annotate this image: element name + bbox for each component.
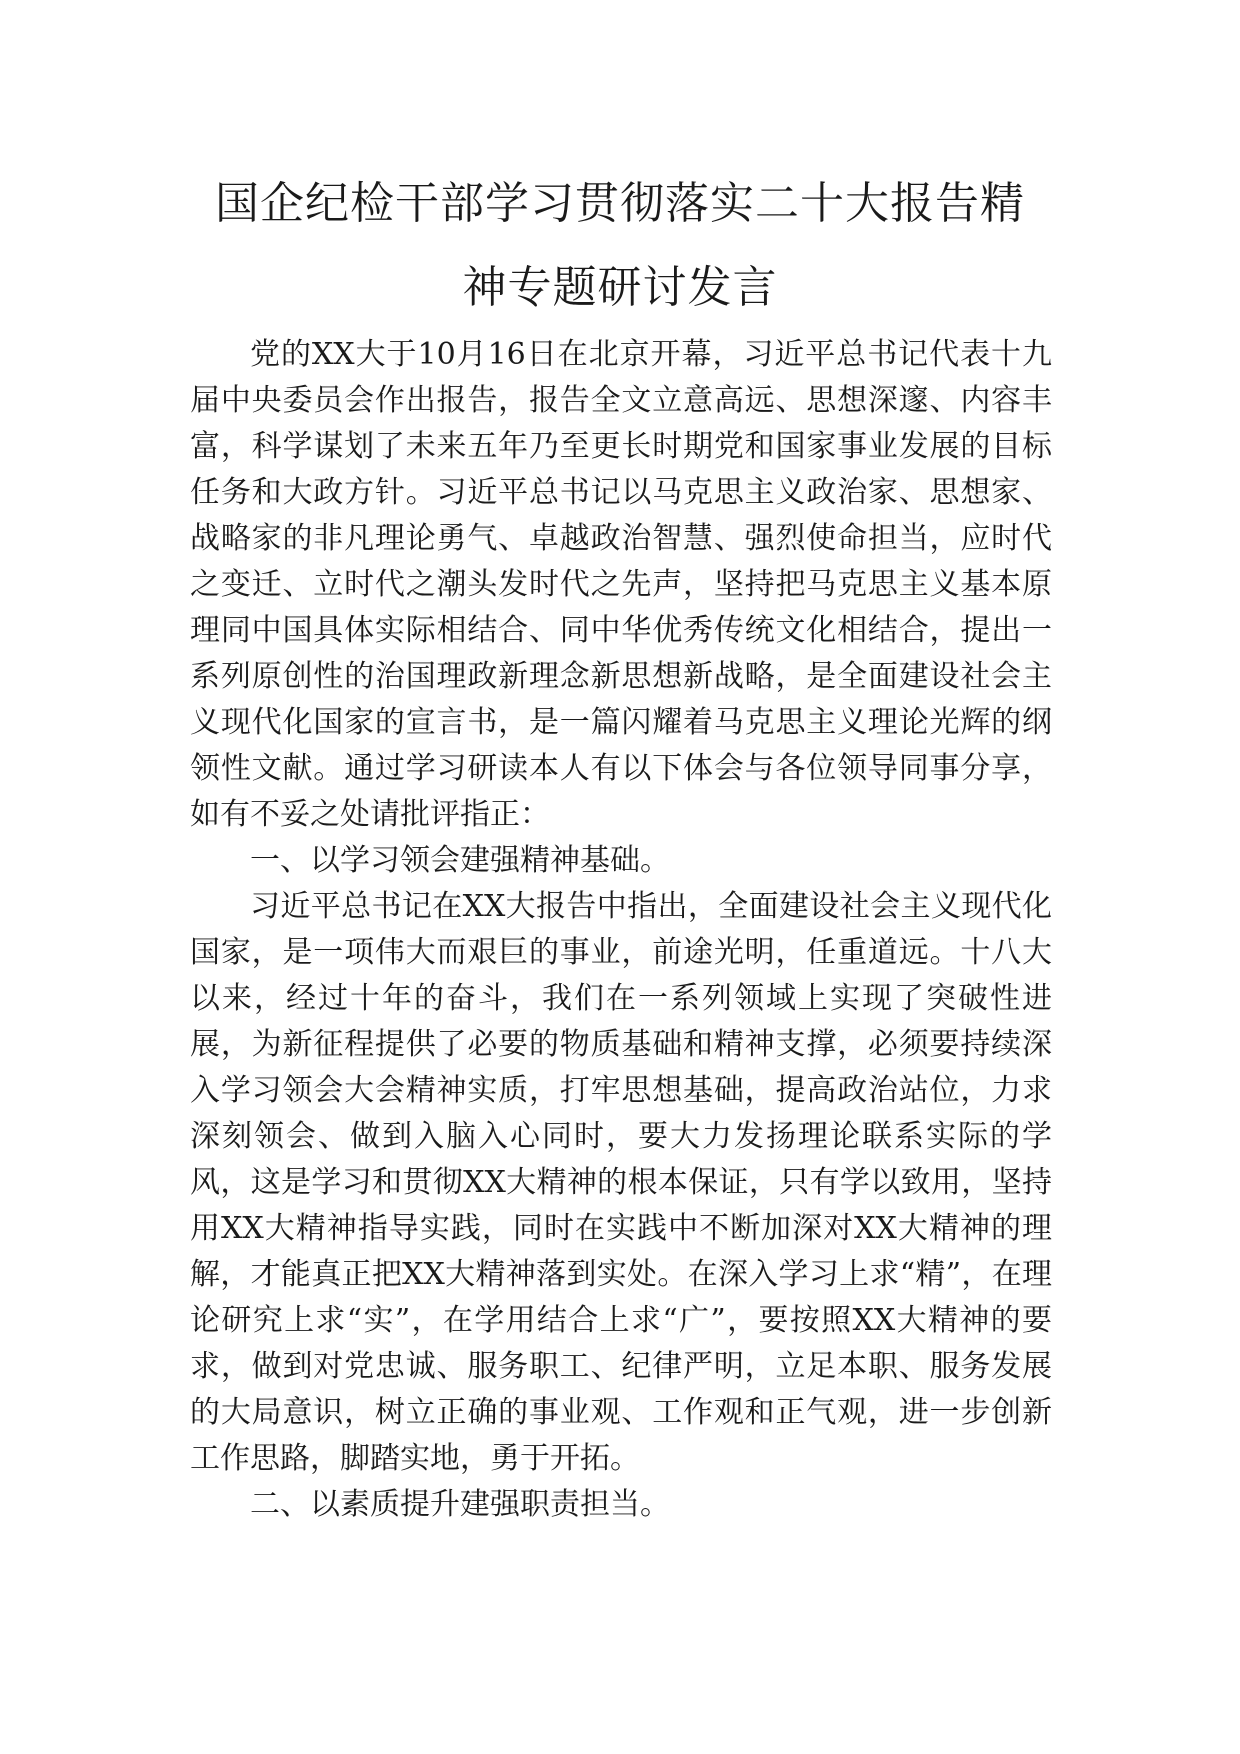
section-heading-2: 二、以素质提升建强职责担当。 — [250, 1487, 670, 1522]
section-heading-1: 一、以学习领会建强精神基础。 — [250, 843, 670, 878]
title-line-2: 神专题研讨发言 — [462, 262, 778, 313]
title-line-1: 国企纪检干部学习贯彻落实二十大报告精 — [215, 178, 1025, 229]
document-title — [160, 162, 1080, 330]
section-1-paragraph: 习近平总书记在XX大报告中指出，全面建设社会主义现代化国家，是一项伟大而艰巨的事业，前途光明，任重道远。十八大以来，经过十年的奋斗，我们在一系列领域上实现了突破性进展，为新征程提供了必要的物质基础和精神支撑，必须要持续深入学习领会大会精神实质，打牢思想基础，提高政治站位，力求深刻领会、做到入脑入心同时，要大力发扬理论联系实际的学风，这是学习和贯彻XX大精神的根本保证，只有学以致用，坚持用XX大精神指导实践，同时在实践中不断加深对XX大精神的理解，才能真正把XX大精神落到实处。在深入学习上求“精”，在理论研究上求“实”，在学用结合上求“广”，要按照XX大精神的要求，做到对党忠诚、服务职工、纪律严明，立足本职、服务发展的大局意识，树立正确的事业观、工作观和正气观，进一步创新工作思路，脚踏实地，勇于开拓。 — [190, 889, 1052, 1476]
intro-paragraph: 党的XX大于10月16日在北京开幕，习近平总书记代表十九届中央委员会作出报告，报告全文立意高远、思想深邃、内容丰富，科学谋划了未来五年乃至更长时期党和国家事业发展的目标任务和大政方针。习近平总书记以马克思主义政治家、思想家、战略家的非凡理论勇气、卓越政治智慧、强烈使命担当，应时代之变迁、立时代之潮头发时代之先声，坚持把马克思主义基本原理同中国具体实际相结合、同中华优秀传统文化相结合，提出一系列原创性的治国理政新理念新思想新战略，是全面建设社会主义现代化国家的宣言书，是一篇闪耀着马克思主义理论光辉的纲领性文献。通过学习研读本人有以下体会与各位领导同事分享，如有不妥之处请批评指正： — [190, 337, 1052, 832]
document-body — [190, 332, 1052, 1528]
